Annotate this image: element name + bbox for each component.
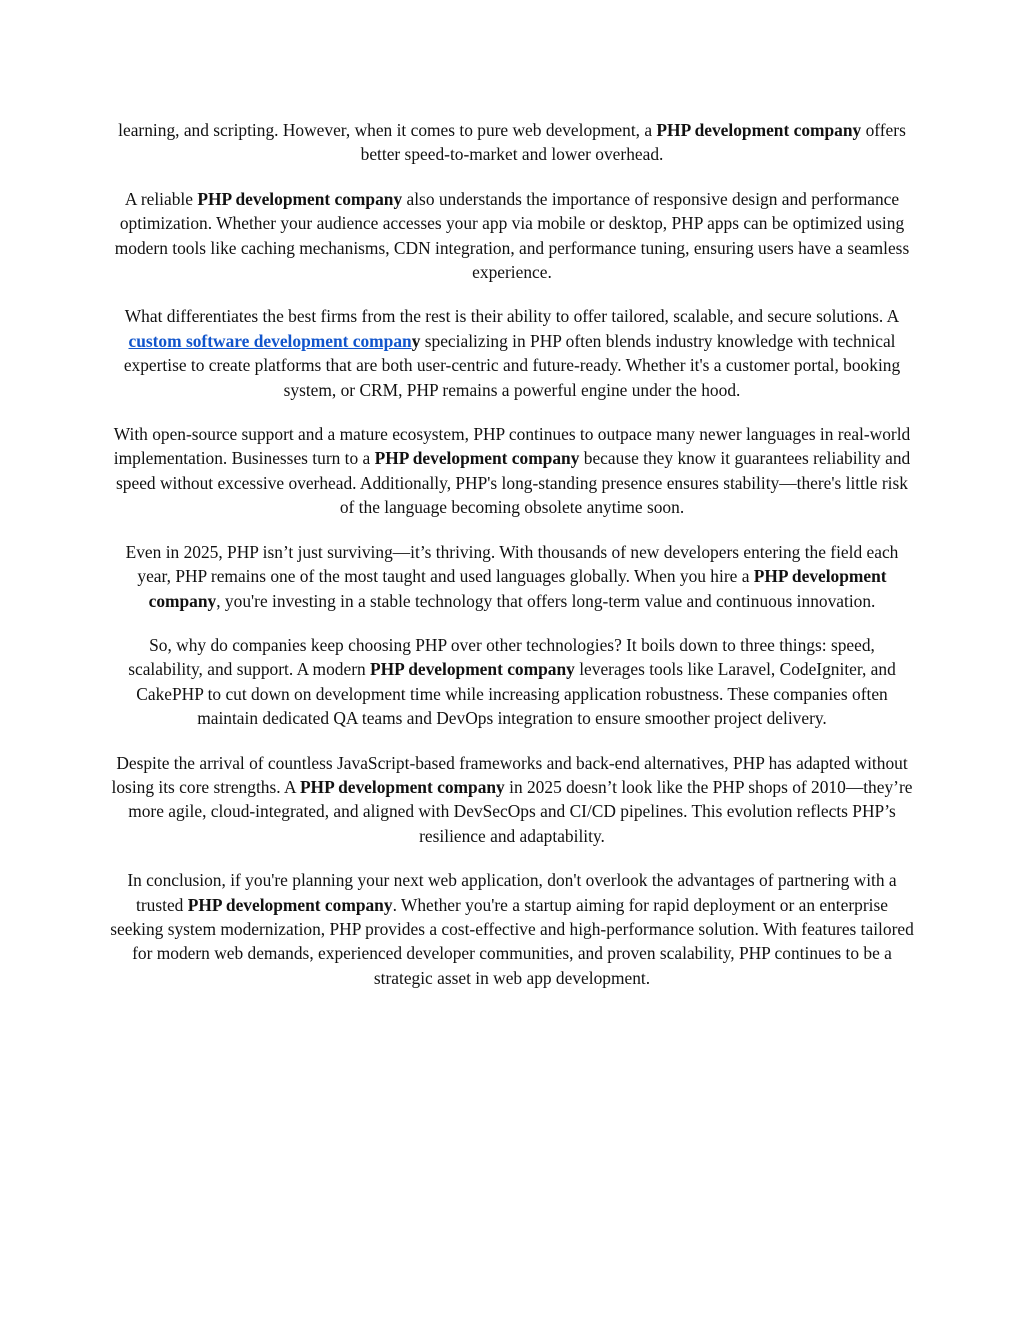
paragraph-8 [110,868,914,990]
text-segment: Even in 2025, PHP isn’t just surviving—it’s thriving. With thousands of new developers entering the field each year, PHP remains one of the most taught and used languages globally. When you hire a [125,541,899,587]
document-page [110,118,914,1010]
text-segment: because they know it guarantees reliability and speed without excessive overhead. Additionally, PHP's long-standing presence ensures stability—there's little risk of the language becoming obsolete anytime soon. [116,448,911,518]
text-segment: leverages tools like Laravel, CodeIgniter, and CakePHP to cut down on development time while increasing application robustness. These companies often maintain dedicated QA teams and DevOps integration to ensure smoother project delivery. [136,659,896,729]
paragraph-6 [110,633,914,731]
bold-phrase: PHP development company [374,448,580,469]
bold-phrase: PHP development company [370,659,575,680]
text-segment: specializing in PHP often blends industry knowledge with technical expertise to create platforms that are both user-centric and future-ready. Whether it's a customer portal, booking system, or CRM, PHP remains a powerful engine under the hood. [123,330,901,400]
bold-phrase: y [411,330,421,351]
text-segment: in 2025 doesn’t look like the PHP shops of 2010—they’re more agile, cloud-integrated, and aligned with DevSecOps and CI/CD pipelines. This evolution reflects PHP’s resilience and adaptability. [128,776,913,846]
custom-software-development-link[interactable]: custom software development compan [128,330,412,351]
text-segment: A reliable [124,188,198,209]
text-segment: . Whether you're a startup aiming for rapid deployment or an enterprise seeking system modernization, PHP provides a cost-effective and high-performance solution. With features tailored for modern web demands, experienced developer communities, and proven scalability, PHP continues to be a strategic asset in web app development. [110,894,914,988]
bold-phrase: PHP development company [656,120,862,140]
text-segment: In conclusion, if you're planning your next web application, don't overlook the advantages of partnering with a trusted [127,870,897,915]
bold-phrase: PHP development company [197,188,403,209]
bold-phrase: PHP development company [299,776,505,797]
paragraph-3 [110,304,914,402]
paragraph-5 [110,540,914,613]
paragraph-2 [110,187,914,285]
text-segment: , you're investing in a stable technology that offers long-term value and continuous innovation. [216,590,876,611]
text-segment: offers better speed-to-market and lower overhead. [360,120,906,165]
bold-phrase: PHP development company [187,894,393,915]
text-segment: learning, and scripting. However, when it comes to pure web development, a [118,120,657,140]
bold-phrase: PHP development company [148,566,887,611]
paragraph-1 [110,118,914,167]
text-segment: Despite the arrival of countless JavaScript-based frameworks and back-end alternatives, PHP has adapted without losing its core strengths. A [111,752,908,797]
text-segment: also understands the importance of responsive design and performance optimization. Whether your audience accesses your app via mobile or desktop, PHP apps can be optimized using modern tools like caching mechanisms, CDN integration, and performance tuning, ensuring users have a seamless experience. [114,188,910,283]
paragraph-4 [110,422,914,520]
paragraph-7 [110,751,914,849]
text-segment: What differentiates the best firms from the rest is their ability to offer tailored, scalable, and secure solutions. A [124,306,900,327]
text-segment: So, why do companies keep choosing PHP over other technologies? It boils down to three things: speed, scalability, and support. A modern [128,634,875,680]
text-segment: With open-source support and a mature ecosystem, PHP continues to outpace many newer languages in real-world implementation. Businesses turn to a [113,424,911,469]
